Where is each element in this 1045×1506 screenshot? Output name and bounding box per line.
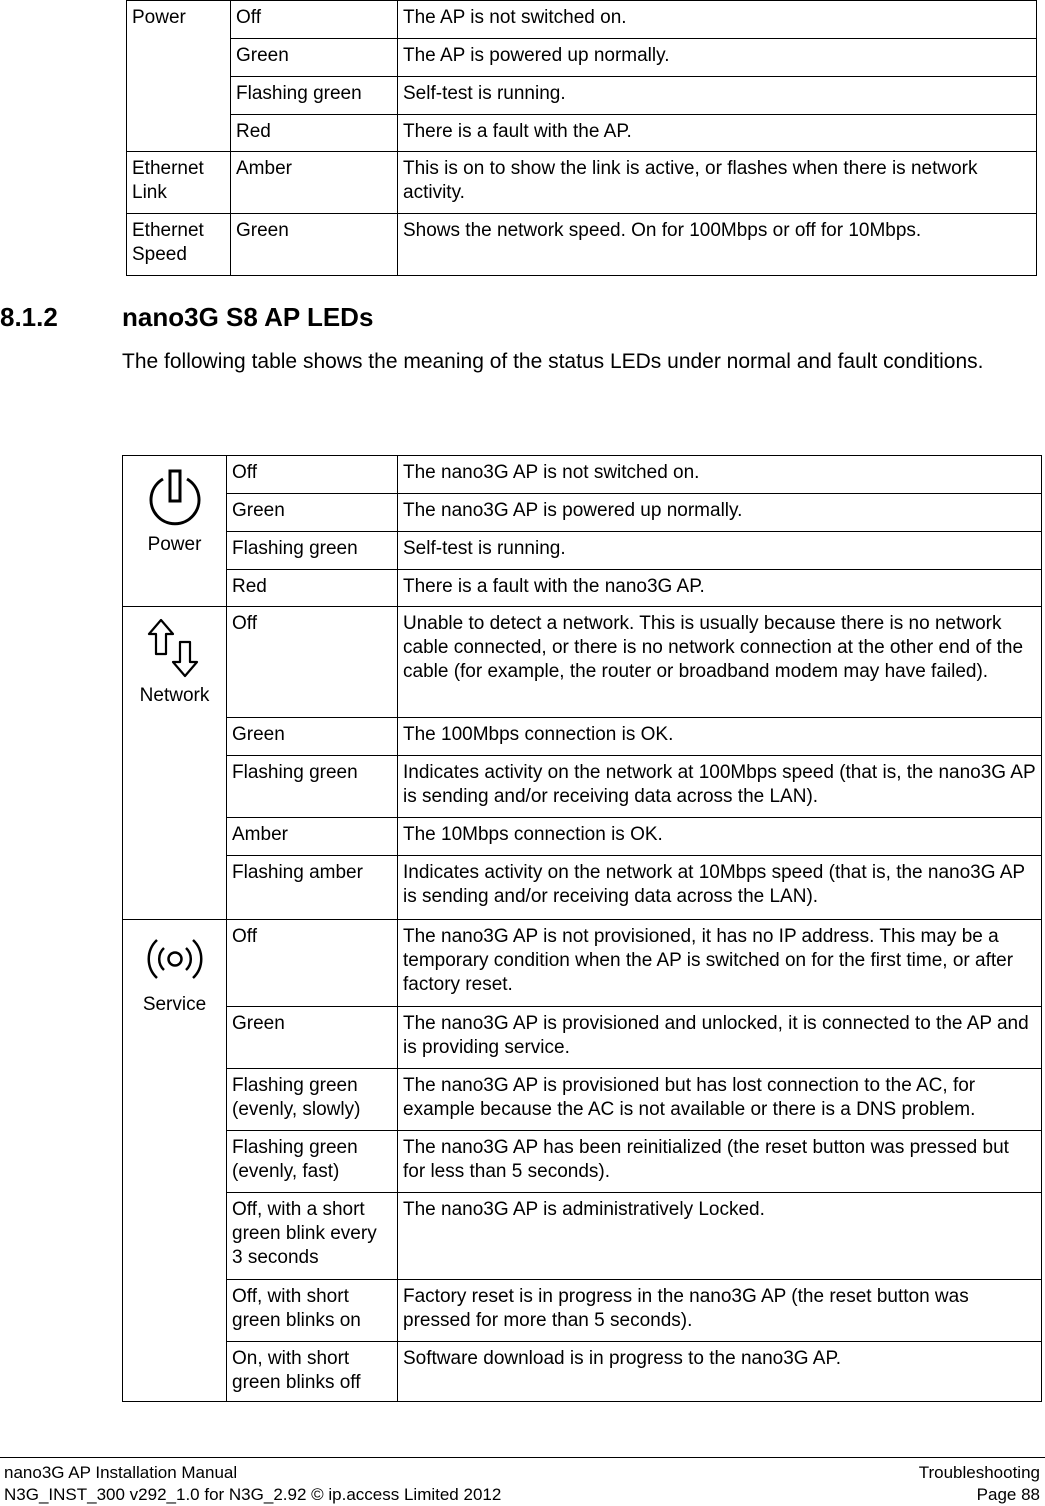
table-row [127,214,1037,276]
led-meaning: Factory reset is in progress in the nano3G AP (the reset button was pressed for more than 5 seconds). [398,1280,1042,1342]
led-meaning: The nano3G AP is not provisioned, it has no IP address. This may be a temporary condition when the AP is switched on for the first time, or after factory reset. [398,920,1042,1007]
led-meaning: The 10Mbps connection is OK. [398,818,1042,856]
led-name-power: Power [127,1,231,152]
led-meaning: Self-test is running. [398,77,1037,115]
table-row [123,532,1042,570]
service-signal-icon [143,929,207,989]
led-state: Off, with short green blinks on [227,1280,398,1342]
led-name-ethernet-speed: Ethernet Speed [127,214,231,276]
led-meaning: The 100Mbps connection is OK. [398,718,1042,756]
led-meaning: Indicates activity on the network at 10Mbps speed (that is, the nano3G AP is sending and/or receiving data across the LAN). [398,856,1042,920]
section-intro: The following table shows the meaning of the status LEDs under normal and fault conditions. [122,350,984,373]
led-meaning: Indicates activity on the network at 100Mbps speed (that is, the nano3G AP is sending and/or receiving data across the LAN). [398,756,1042,818]
table-row [127,39,1037,77]
led-meaning: The nano3G AP is provisioned and unlocked, it is connected to the AP and is providing service. [398,1007,1042,1069]
footer-page-number: Page 88 [976,1485,1040,1504]
led-meaning: The nano3G AP is administratively Locked. [398,1193,1042,1280]
table-row [123,1069,1042,1131]
table-row [127,1,1037,39]
led-state: Off [227,456,398,494]
led-state: Amber [231,152,398,214]
led-status-table [122,455,1042,1402]
led-meaning: The AP is not switched on. [398,1,1037,39]
led-state: Green [231,214,398,276]
led-meaning: The nano3G AP is not switched on. [398,456,1042,494]
led-state: Flashing green [231,77,398,115]
led-meaning: The nano3G AP is powered up normally. [398,494,1042,532]
led-state: Flashing green [227,532,398,570]
led-state: Flashing green [227,756,398,818]
footer-document-id: N3G_INST_300 v292_1.0 for N3G_2.92 © ip.access Limited 2012 [4,1485,502,1504]
table-row [123,607,1042,718]
table-row [127,77,1037,115]
led-meaning: This is on to show the link is active, or flashes when there is network activity. [398,152,1037,214]
table-row [123,570,1042,607]
led-state: Off [227,920,398,1007]
table-row [123,1193,1042,1280]
led-name-power [123,456,227,607]
table-row [123,1342,1042,1402]
led-state: Green [231,39,398,77]
table-row [127,115,1037,152]
led-name-service [123,920,227,1402]
led-meaning: Self-test is running. [398,532,1042,570]
table-row [123,818,1042,856]
footer-manual-title: nano3G AP Installation Manual [4,1463,238,1482]
table-row [123,718,1042,756]
led-state: Off [231,1,398,39]
led-state: Red [227,570,398,607]
led-state: Green [227,1007,398,1069]
led-state: On, with short green blinks off [227,1342,398,1402]
network-arrows-icon [143,616,207,680]
section-number: 8.1.2 [0,302,58,332]
led-name-network [123,607,227,920]
power-icon [143,465,207,529]
led-state: Green [227,494,398,532]
footer-divider [0,1457,1045,1458]
led-meaning: Software download is in progress to the nano3G AP. [398,1342,1042,1402]
led-state: Off, with a short green blink every 3 seconds [227,1193,398,1280]
table-row [123,756,1042,818]
led-meaning: The nano3G AP is provisioned but has lost connection to the AC, for example because the AC is not available or there is a DNS problem. [398,1069,1042,1131]
table-row [127,152,1037,214]
table-row [123,1007,1042,1069]
led-state: Off [227,607,398,718]
table-row [123,456,1042,494]
led-label: Power [147,534,202,555]
led-meaning: The nano3G AP has been reinitialized (the reset button was pressed but for less than 5 seconds). [398,1131,1042,1193]
led-meaning: There is a fault with the AP. [398,115,1037,152]
footer-chapter: Troubleshooting [918,1463,1040,1482]
led-meaning: The AP is powered up normally. [398,39,1037,77]
led-state: Flashing green (evenly, slowly) [227,1069,398,1131]
led-table-continued [126,0,1037,276]
led-state: Amber [227,818,398,856]
section-title: nano3G S8 AP LEDs [122,302,374,332]
led-label: Network [139,685,210,706]
led-state: Green [227,718,398,756]
led-state: Flashing green (evenly, fast) [227,1131,398,1193]
led-label: Service [142,994,207,1015]
led-state: Red [231,115,398,152]
table-row [123,1280,1042,1342]
led-meaning: Unable to detect a network. This is usually because there is no network cable connected, or there is no network connection at the other end of the cable (for example, the router or broadband modem may have failed). [398,607,1042,718]
table-row [123,494,1042,532]
table-row [123,920,1042,1007]
led-meaning: Shows the network speed. On for 100Mbps or off for 10Mbps. [398,214,1037,276]
led-name-ethernet-link: Ethernet Link [127,152,231,214]
table-row [123,856,1042,920]
led-state: Flashing amber [227,856,398,920]
table-row [123,1131,1042,1193]
led-meaning: There is a fault with the nano3G AP. [398,570,1042,607]
